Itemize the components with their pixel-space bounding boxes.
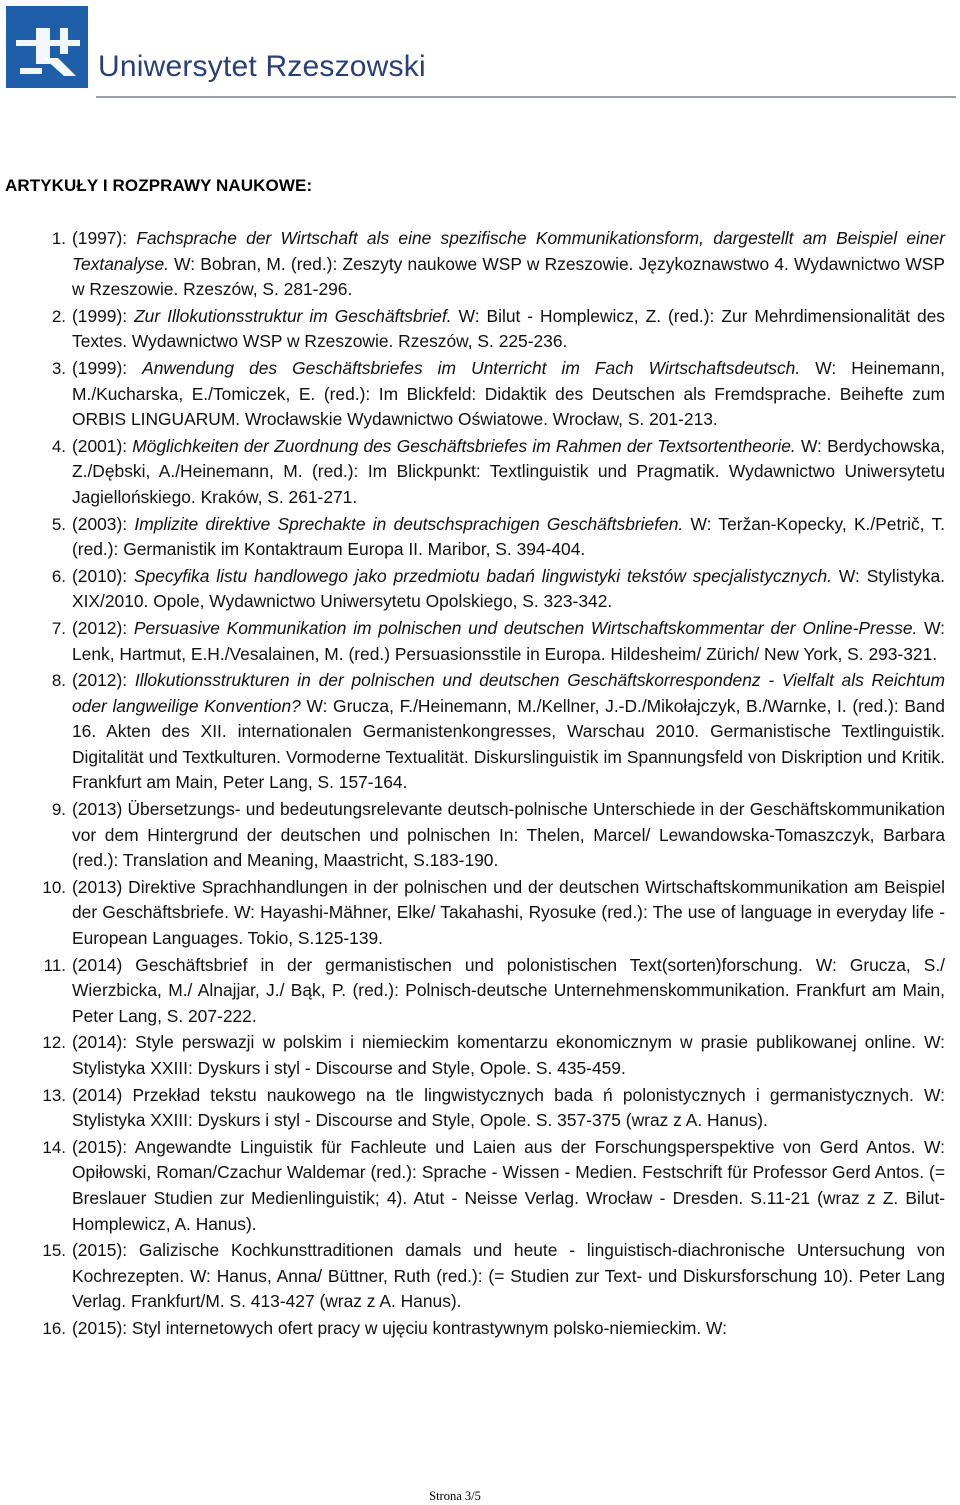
- entry-number: 13.: [42, 1085, 66, 1105]
- ur-logo-icon: [6, 6, 88, 88]
- entry-title: Implizite direktive Sprechakte in deutschsprachigen Geschäftsbriefen.: [134, 513, 684, 534]
- entry-text: (1999):: [72, 305, 135, 326]
- entry-text: (2012):: [72, 670, 135, 691]
- entry-number: 12.: [42, 1033, 66, 1053]
- entry-source: W: Heinemann, M./Kucharska, E./Tomiczek, E. (red.): Im Blickfeld: Didaktik des Deutschen als Fremdsprache. Beihefte zum ORBIS LINGUARUM. Wrocławskie Wydawnictwo Oświatowe. Wrocław, S. 201-213.: [72, 357, 945, 430]
- entry-number: 14.: [42, 1137, 66, 1157]
- entry-text: (2014) Przekład tekstu naukowego na tle lingwistycznych bada ń polonistycznych i germanistycznych. W: Stylistyka XXIII: Dyskurs i styl - Discourse and Style, Opole. S. 357-375 (wraz z A. Hanus).: [72, 1084, 945, 1131]
- entry-source: W: Stylistyka. XIX/2010. Opole, Wydawnictwo Uniwersytetu Opolskiego, S. 323-342.: [72, 565, 945, 612]
- publication-entry: [51, 564, 945, 615]
- entry-text: (1997):: [72, 228, 137, 248]
- entry-text: (2012):: [72, 617, 134, 638]
- page-header: [0, 0, 960, 100]
- entry-number: 7.: [51, 618, 66, 638]
- entry-text: (2014): Style perswazji w polskim i niemieckim komentarzu ekonomicznym w prasie publikowanej online. W: Stylistyka XXIII: Dyskurs i styl - Discourse and Style, Opole. S. 435-459.: [72, 1032, 945, 1078]
- publication-entry: [51, 356, 945, 433]
- publication-entry: [42, 1083, 945, 1134]
- entry-number: 15.: [42, 1241, 66, 1261]
- entry-text: (2013) Übersetzungs- und bedeutungsrelevante deutsch-polnische Unterschiede in der Geschäftskommunikation vor dem Hintergrund der deutschen und polnischen In: Thelen, Marcel/ Lewandowska-Tomaszczyk, Barbara (red.): Translation and Meaning, Maastricht, S.183-190.: [72, 799, 945, 871]
- publication-entry: [51, 226, 945, 303]
- entry-title: Anwendung des Geschäftsbriefes im Unterricht im Fach Wirtschaftsdeutsch.: [142, 357, 801, 378]
- entry-number: 3.: [51, 358, 66, 378]
- entry-number: 9.: [51, 800, 66, 820]
- entry-source: W: Teržan-Kopecky, K./Petrič, T. (red.): Germanistik im Kontaktraum Europa II. Maribor, S. 394-404.: [72, 513, 946, 560]
- entry-number: 16.: [42, 1318, 66, 1338]
- entry-text: (2015): Angewandte Linguistik für Fachleute und Laien aus der Forschungsperspektive von Gerd Antos. W: Opiłowski, Roman/Czachur Waldemar (red.): Sprache - Wissen - Medien. Festschrift für Professor Gerd Antos. (= Breslauer Studien zur Medienlinguistik; 4). Atut - Neisse Verlag. Wrocław - Dresden. S.11-21 (wraz z Z. Bilut-Homplewicz, A. Hanus).: [72, 1136, 945, 1234]
- entry-text: (2013) Direktive Sprachhandlungen in der polnischen und der deutschen Wirtschaftskommunikation am Beispiel der Geschäftsbriefe. W: Hayashi-Mähner, Elke/ Takahashi, Ryosuke (red.): The use of language in everyday life - European Languages. Tokio, S.125-139.: [72, 876, 945, 949]
- entry-text: (2015): Galizische Kochkunsttraditionen damals und heute - linguistisch-diachronische Untersuchung von Kochrezepten. W: Hanus, Anna/ Büttner, Ruth (red.): (= Studien zur Text- und Diskursforschung 10). Peter Lang Verlag. Frankfurt/M. S. 413-427 (wraz z A. Hanus).: [72, 1240, 945, 1312]
- entry-title: Illokutionsstrukturen in der polnischen und deutschen Geschäftskorrespondenz - Vielfalt als Reichtum oder langweilige Konvention?: [72, 670, 945, 716]
- publication-entry: [51, 512, 946, 563]
- publication-list: [42, 226, 946, 1343]
- section-heading: ARTYKUŁY I ROZPRAWY NAUKOWE:: [5, 176, 313, 195]
- publication-entry: [42, 1316, 945, 1342]
- publication-entry: [51, 434, 945, 511]
- page-number: Strona 3/5: [429, 1489, 481, 1503]
- header-divider: [96, 96, 956, 98]
- entry-title: Fachsprache der Wirtschaft als eine spezifische Kommunikationsform, dargestellt am Beispiel einer Textanalyse.: [72, 228, 945, 274]
- publication-entry: [42, 875, 945, 952]
- entry-title: Specyfika listu handlowego jako przedmiotu badań lingwistyki tekstów specjalistycznych.: [134, 565, 832, 586]
- entry-text: (2003):: [72, 513, 135, 534]
- entry-text: (2010):: [72, 565, 134, 586]
- entry-text: (2015): Styl internetowych ofert pracy w ujęciu kontrastywnym polsko-niemieckim. W:: [72, 1317, 727, 1338]
- entry-number: 10.: [42, 877, 66, 897]
- entry-number: 2.: [51, 306, 66, 326]
- entry-text: (2001):: [72, 435, 133, 456]
- publication-entry: [51, 797, 945, 874]
- entry-number: 11.: [43, 955, 66, 975]
- publication-entry: [42, 1135, 945, 1237]
- entry-source: W: Bilut - Homplewicz, Z. (red.): Zur Mehrdimensionalität des Textes. Wydawnictwo WSP w Rzeszowie. Rzeszów, S. 225-236.: [72, 305, 945, 352]
- entry-title: Zur Illokutionsstruktur im Geschäftsbrief.: [134, 305, 452, 326]
- publication-entry: [43, 953, 945, 1030]
- university-logo: [6, 6, 88, 88]
- publication-entry: [42, 1030, 945, 1081]
- entry-source: W: Berdychowska, Z./Dębski, A./Heinemann, M. (red.): Im Blickpunkt: Textlinguistik und Pragmatik. Wydawnictwo Uniwersytetu Jagiellońskiego. Kraków, S. 261-271.: [72, 435, 945, 507]
- entry-text: (1999):: [72, 357, 143, 378]
- entry-title: Persuasive Kommunikation im polnischen und deutschen Wirtschaftskommentar der Online-Presse.: [133, 617, 918, 638]
- publication-entry: [51, 616, 946, 667]
- entry-number: 8.: [51, 671, 66, 691]
- publication-entry: [51, 304, 945, 355]
- entry-text: (2014) Geschäftsbrief in der germanistischen und polonistischen Text(sorten)forschung. W: Grucza, S./ Wierzbicka, M./ Alnajjar, J./ Bąk, P. (red.): Polnisch-deutsche Unternehmenskommunikation. Frankfurt am Main, Peter Lang, S. 207-222.: [72, 954, 945, 1026]
- entry-number: 6.: [51, 566, 66, 586]
- entry-number: 4.: [51, 436, 66, 456]
- entry-source: W: Lenk, Hartmut, E.H./Vesalainen, M. (red.) Persuasionsstile in Europa. Hildesheim/ Zürich/ New York, S. 293-321.: [72, 617, 946, 664]
- entry-number: 5.: [51, 514, 66, 534]
- entry-number: 1.: [51, 229, 66, 248]
- university-name: Uniwersytet Rzeszowski: [98, 50, 426, 83]
- publication-entry: [51, 668, 945, 796]
- entry-title: Möglichkeiten der Zuordnung des Geschäftsbriefes im Rahmen der Textsortentheorie.: [132, 435, 796, 456]
- entry-source: W: Grucza, F./Heinemann, M./Kellner, J.-D./Mikołajczyk, B./Warnke, I. (red.): Band 16. Akten des XII. internationalen Germanistenkongresses, Warschau 2010. Germanistische Textlinguistik. Digitalität und Textkulturen. Vormoderne Textualität. Diskurslinguistik im Spannungsfeld von Diskription und Kritik. Frankfurt am Main, Peter Lang, S. 157-164.: [72, 695, 945, 793]
- publication-entry: [42, 1238, 945, 1315]
- entry-source: W: Bobran, M. (red.): Zeszyty naukowe WSP w Rzeszowie. Językoznawstwo 4. Wydawnictwo WSP w Rzeszowie. Rzeszów, S. 281-296.: [72, 253, 945, 300]
